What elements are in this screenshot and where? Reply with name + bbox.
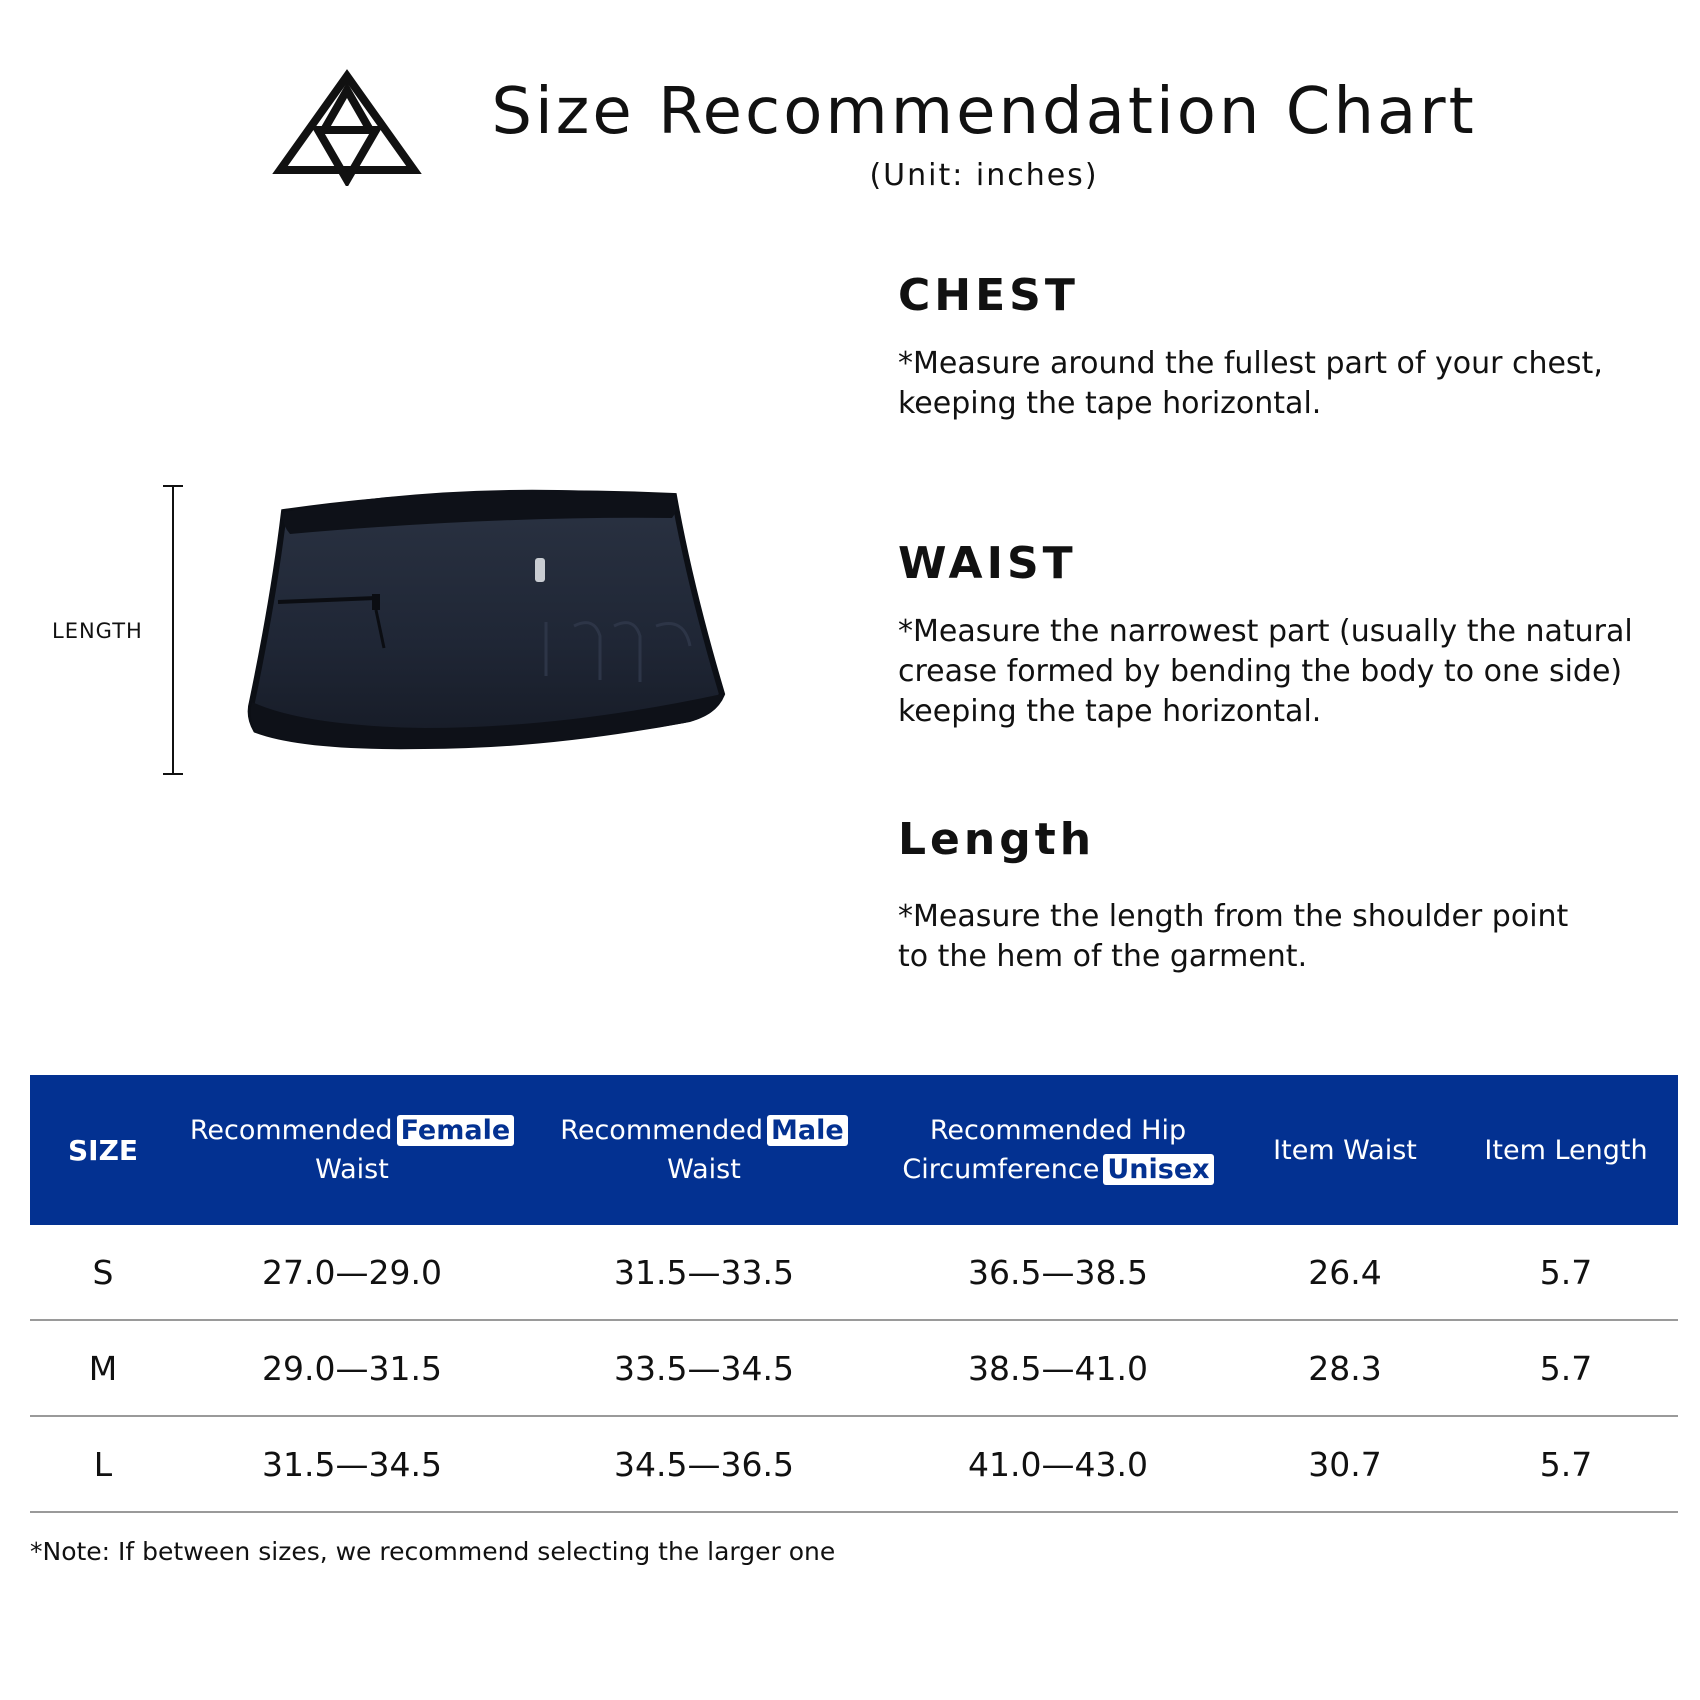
chest-heading: CHEST xyxy=(898,270,1079,321)
cell-item-waist: 28.3 xyxy=(1236,1320,1454,1416)
length-dimension-line xyxy=(158,484,188,776)
cell-hip: 36.5—38.5 xyxy=(880,1225,1236,1320)
running-belt-image xyxy=(244,476,730,776)
female-badge: Female xyxy=(397,1115,515,1146)
header-male-post: Waist xyxy=(667,1154,741,1185)
length-label: LENGTH xyxy=(52,619,143,643)
length-description: *Measure the length from the shoulder point to the hem of the garment. xyxy=(898,899,1569,974)
cell-item-length: 5.7 xyxy=(1454,1416,1678,1512)
table-row xyxy=(30,1320,1678,1416)
cell-size: S xyxy=(30,1225,176,1320)
header-item-length: Item Length xyxy=(1454,1075,1678,1225)
sizing-note: *Note: If between sizes, we recommend selecting the larger one xyxy=(30,1537,836,1566)
header-item-waist: Item Waist xyxy=(1236,1075,1454,1225)
table-row xyxy=(30,1225,1678,1320)
cell-hip: 41.0—43.0 xyxy=(880,1416,1236,1512)
chest-description: *Measure around the fullest part of your chest, keeping the tape horizontal. xyxy=(898,346,1603,421)
cell-hip: 38.5—41.0 xyxy=(880,1320,1236,1416)
unit-subtitle: (Unit: inches) xyxy=(869,158,1099,193)
size-table xyxy=(30,1075,1678,1513)
cell-male-waist: 33.5—34.5 xyxy=(528,1320,880,1416)
cell-item-waist: 30.7 xyxy=(1236,1416,1454,1512)
male-badge: Male xyxy=(767,1115,848,1146)
cell-size: M xyxy=(30,1320,176,1416)
page-title: Size Recommendation Chart xyxy=(491,75,1477,149)
header-female-post: Waist xyxy=(315,1154,389,1185)
brand-logo-icon xyxy=(272,68,422,186)
header-female-waist xyxy=(176,1075,528,1225)
waist-heading: WAIST xyxy=(898,538,1077,589)
header-female-pre: Recommended xyxy=(189,1115,393,1146)
cell-female-waist: 29.0—31.5 xyxy=(176,1320,528,1416)
length-heading: Length xyxy=(898,814,1096,865)
header-hip-line1: Recommended Hip xyxy=(929,1115,1187,1146)
waist-description: *Measure the narrowest part (usually the natural crease formed by bending the body to one side) keeping the tape horizontal. xyxy=(898,614,1633,729)
cell-male-waist: 31.5—33.5 xyxy=(528,1225,880,1320)
cell-item-length: 5.7 xyxy=(1454,1320,1678,1416)
table-row xyxy=(30,1416,1678,1512)
header-hip-line2: Circumference xyxy=(902,1154,1100,1185)
header-male-pre: Recommended xyxy=(560,1115,764,1146)
header-hip xyxy=(880,1075,1236,1225)
cell-item-length: 5.7 xyxy=(1454,1225,1678,1320)
cell-female-waist: 31.5—34.5 xyxy=(176,1416,528,1512)
cell-male-waist: 34.5—36.5 xyxy=(528,1416,880,1512)
header-male-waist xyxy=(528,1075,880,1225)
table-header-row xyxy=(30,1075,1678,1225)
unisex-badge: Unisex xyxy=(1103,1154,1213,1185)
cell-item-waist: 26.4 xyxy=(1236,1225,1454,1320)
cell-size: L xyxy=(30,1416,176,1512)
header-size: SIZE xyxy=(30,1075,176,1225)
cell-female-waist: 27.0—29.0 xyxy=(176,1225,528,1320)
